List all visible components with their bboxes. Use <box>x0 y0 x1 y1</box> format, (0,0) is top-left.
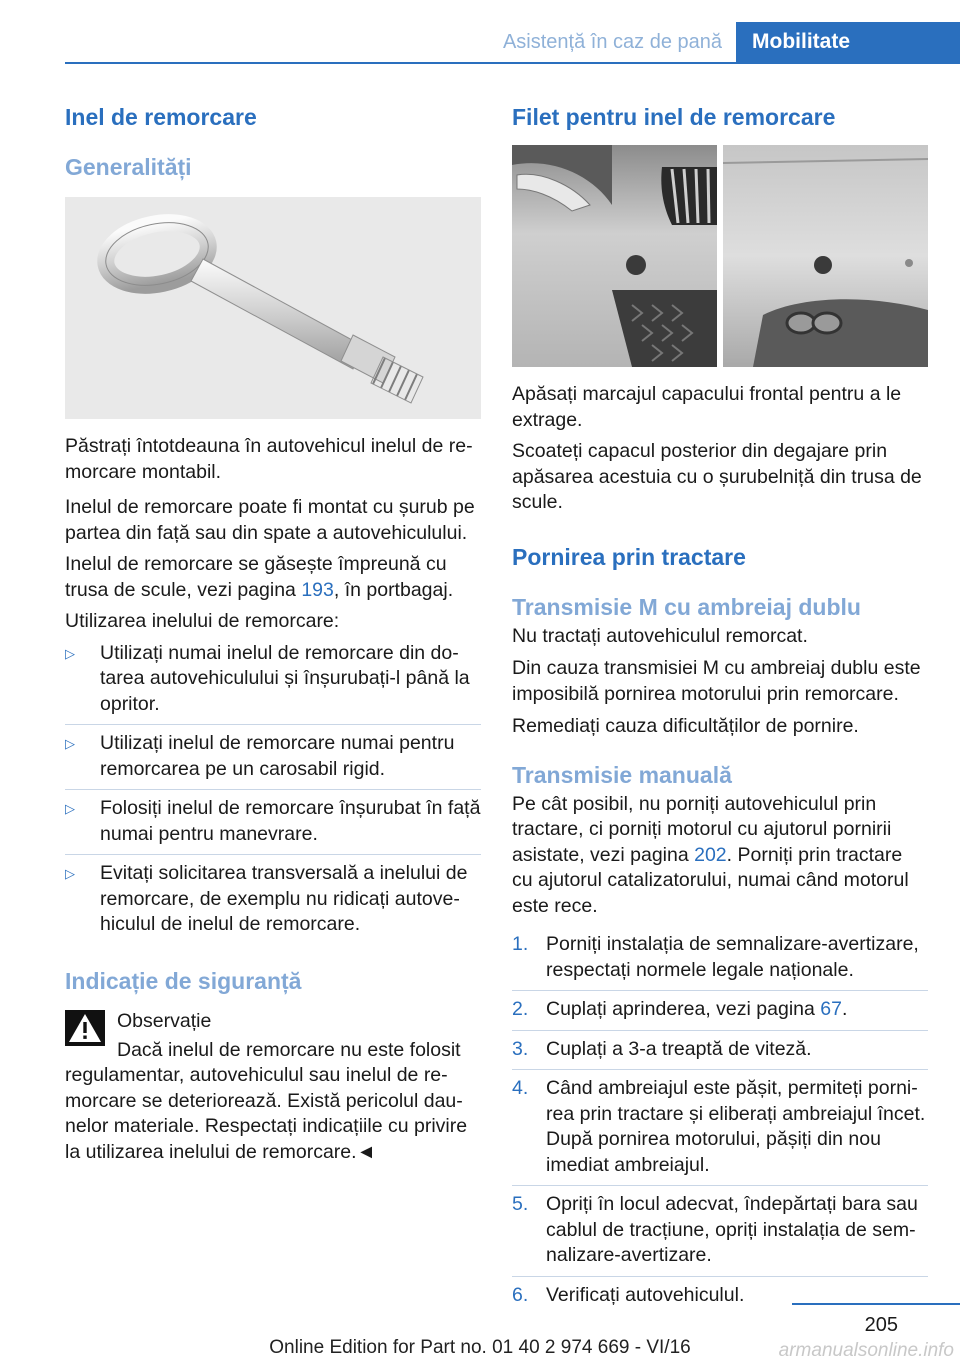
step-number: 3. <box>512 1037 529 1060</box>
triangle-bullet-icon: ▷ <box>65 801 75 816</box>
list-item <box>512 1030 928 1063</box>
paragraph-location <box>65 552 481 603</box>
section-title-thread: Filet pentru inel de remorcare <box>512 104 836 130</box>
list-item-text: Utilizați numai inelul de remorcare din dotarea autovehiculului și înșurubați-l până la opritor. <box>100 641 470 715</box>
subsection-title-safety: Indicație de siguranță <box>65 967 302 994</box>
front-bumper-photo <box>512 145 717 367</box>
section-title-tow-ring: Inel de remorcare <box>65 104 257 130</box>
section-title-tow-start: Pornirea prin tractare <box>512 543 746 570</box>
paragraph-remedy: Remediați cauza dificultăților de pornire. <box>512 715 859 737</box>
running-header-section: Asistență în caz de pană <box>502 31 722 53</box>
paragraph-front-cover: Apăsați marcajul capacului frontal pentru a le extrage. <box>512 383 902 431</box>
warning-text: Dacă inelul de remorcare nu este folosit regulamentar, autovehiculul sau inelul de remorcare se deteriorează. Există pericolul daunelor materiale. Respectați indicațiile cu privire la utilizarea inelului de remorcare.◄ <box>65 1038 468 1163</box>
paragraph-mount-position: Inelul de remorcare poate fi montat cu șurub pe partea din față sau din spate a autovehiculului. <box>65 496 475 544</box>
warning-box <box>65 1006 481 1166</box>
subsection-title-manual: Transmisie manuală <box>512 761 732 788</box>
paragraph-location-text-end: , în portbagaj. <box>333 578 454 601</box>
list-item <box>512 1185 928 1269</box>
usage-list <box>65 641 481 938</box>
page-link-67[interactable]: 67 <box>820 998 842 1020</box>
paragraph-keep-ring: Păstrați întotdeauna în autovehicul inelul de remorcare montabil. <box>65 435 473 483</box>
warning-triangle-icon <box>65 1010 105 1046</box>
page-number: 205 <box>864 1314 898 1336</box>
step-number: 2. <box>512 998 529 1020</box>
step-number: 4. <box>512 1077 529 1099</box>
step-text: Opriți în locul adecvat, îndepărtați bara sau cablul de tracțiune, opriți instalația de semnalizare-avertizare. <box>546 1193 918 1266</box>
paragraph-usage-intro: Utilizarea inelului de remorcare: <box>65 610 340 632</box>
step-text: Porniți instalația de semnalizare-avertizare, respectați normele legale naționale. <box>546 933 919 981</box>
step-text: Verificați autovehiculul. <box>546 1283 745 1306</box>
list-item <box>512 932 928 983</box>
triangle-bullet-icon: ▷ <box>65 736 75 751</box>
list-item <box>512 1069 928 1178</box>
warning-label: Observație <box>117 1009 212 1032</box>
subsection-title-dct: Transmisie M cu ambreiaj dublu <box>512 593 861 620</box>
step-text: Cuplați a 3-a treaptă de viteză. <box>546 1037 812 1060</box>
rear-bumper-photo <box>723 145 928 367</box>
left-column <box>65 100 481 1165</box>
page-link-202[interactable]: 202 <box>694 843 727 866</box>
page-link-193[interactable]: 193 <box>301 578 334 601</box>
step-number: 1. <box>512 933 529 955</box>
paragraph-rear-cover: Scoateți capacul posterior din degajare prin apăsarea acestuia cu o șurubelniță din trusa de scule. <box>512 440 922 513</box>
right-column <box>512 100 928 1308</box>
list-item <box>65 641 481 718</box>
list-item <box>65 854 481 938</box>
step-text-end: . <box>841 998 848 1020</box>
triangle-bullet-icon: ▷ <box>65 866 75 881</box>
paragraph-manual-text: Pe cât posibil, nu porniți autovehiculul prin tractare, ci porniți motorul cu ajutorul pornirii asistate, vezi pagina <box>512 792 892 866</box>
edition-note: Online Edition for Part no. 01 40 2 974 669 - VI/16 <box>269 1337 691 1358</box>
list-item-text: Folosiți inelul de remorcare înșurubat în față numai pentru manevrare. <box>100 797 481 845</box>
tow-ring-illustration <box>65 197 481 419</box>
list-item-text: Evitați solicitarea transversală a inelului de remorcare, de exemplu nu ridicați autovehiculul de inelul de remorcare. <box>100 862 468 935</box>
paragraph-location-text: Inelul de remorcare se găsește împreună cu trusa de scule, vezi pagina <box>65 553 447 601</box>
footer-rule <box>792 1303 960 1305</box>
list-item <box>65 789 481 847</box>
paragraph-no-tow: Nu tractați autovehiculul remorcat. <box>512 624 808 647</box>
paragraph-manual <box>512 792 928 920</box>
paragraph-dct-reason: Din cauza transmisiei M cu ambreiaj dublu este imposibilă pornirea motorului prin remorcare. <box>512 657 921 705</box>
step-number: 5. <box>512 1193 529 1215</box>
list-item <box>512 990 928 1023</box>
paragraph-manual-text-end: . Porniți prin tractare cu ajutorul catalizatorului, numai când motorul este rece. <box>512 843 909 917</box>
tow-start-steps <box>512 932 928 1308</box>
subsection-title-general: Generalități <box>65 154 192 180</box>
watermark: armanualsonline.info <box>778 1340 954 1361</box>
list-item <box>65 724 481 782</box>
step-number: 6. <box>512 1283 529 1306</box>
triangle-bullet-icon: ▷ <box>65 645 75 661</box>
running-header-chapter-tab: Mobilitate <box>736 22 960 62</box>
step-text: Când ambreiajul este pășit, permiteți pornirea prin tractare și eliberați ambreiajul încet. După pornirea motorului, pășiți din nou imediat ambreiajul. <box>546 1077 926 1176</box>
step-text: Cuplați aprinderea, vezi pagina <box>546 998 821 1020</box>
list-item-text: Utilizați inelul de remorcare numai pentru remorcarea pe un carosabil rigid. <box>100 732 455 780</box>
header-rule <box>65 62 960 64</box>
bumper-photos <box>512 145 928 367</box>
